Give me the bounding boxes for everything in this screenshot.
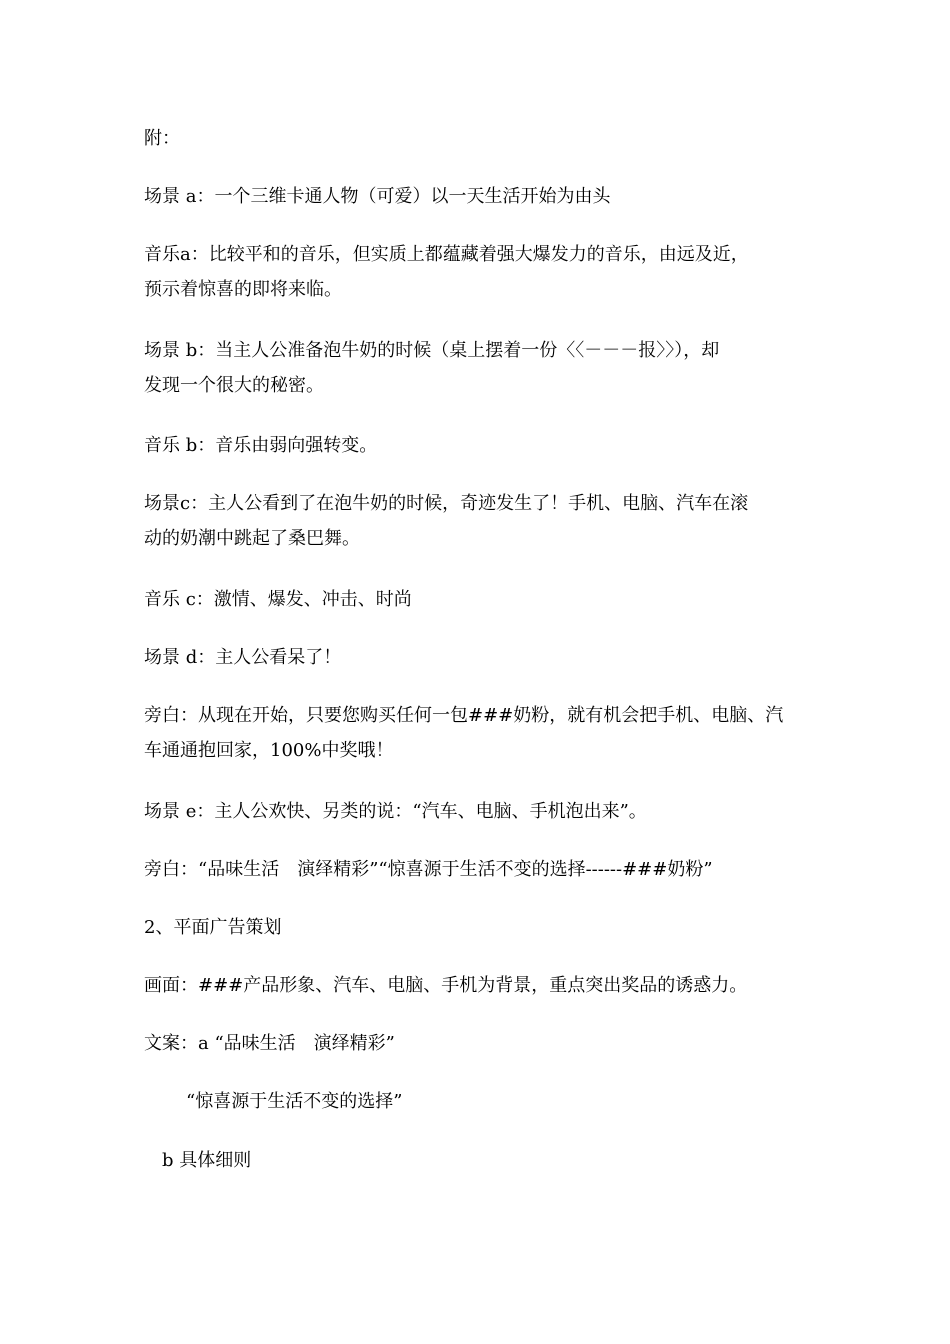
text-line: 场景 d：主人公看呆了！ (144, 647, 342, 668)
narration-2 (144, 852, 810, 887)
text-line: 场景 b：当主人公准备泡牛奶的时候（桌上摆着一份〈〈－－－报〉〉），却 (144, 340, 720, 361)
copy-a-slogan (186, 1084, 852, 1119)
scene-b (144, 333, 810, 403)
text-line: b 具体细则 (162, 1150, 252, 1171)
visual-description (144, 968, 810, 1003)
section-heading-print-ad (144, 910, 810, 945)
appendix-heading (144, 121, 810, 156)
text-line: “惊喜源于生活不变的选择” (186, 1091, 403, 1112)
text-line: 音乐 b：音乐由弱向强转变。 (144, 435, 378, 456)
music-c (144, 582, 810, 617)
text-line: 画面：###产品形象、汽车、电脑、手机为背景，重点突出奖品的诱惑力。 (144, 975, 748, 996)
text-line: 场景c：主人公看到了在泡牛奶的时候，奇迹发生了！手机、电脑、汽车在滚 (144, 493, 749, 514)
scene-e (144, 794, 810, 829)
text-line: 旁白：从现在开始，只要您购买任何一包###奶粉，就有机会把手机、电脑、汽 (144, 705, 784, 726)
text-line: 动的奶潮中跳起了桑巴舞。 (144, 528, 360, 549)
text-line: 预示着惊喜的即将来临。 (144, 279, 342, 300)
copy-a (144, 1026, 810, 1061)
text-line: 场景 e：主人公欢快、另类的说：“汽车、电脑、手机泡出来”。 (144, 801, 647, 822)
music-b (144, 428, 810, 463)
text-line: 文案：a “品味生活 演绎精彩” (144, 1033, 395, 1054)
text-line: 车通通抱回家，100%中奖哦！ (144, 740, 394, 761)
text-line: 场景 a：一个三维卡通人物（可爱）以一天生活开始为由头 (144, 186, 611, 207)
text-line: 音乐a：比较平和的音乐，但实质上都蕴藏着强大爆发力的音乐，由远及近， (144, 244, 749, 265)
text-line: 发现一个很大的秘密。 (144, 375, 324, 396)
copy-b (162, 1143, 828, 1178)
music-a (144, 237, 810, 307)
scene-a (144, 179, 810, 214)
text-line: 音乐 c：激情、爆发、冲击、时尚 (144, 589, 412, 610)
text-line: 附： (144, 128, 180, 149)
text-line: 2、平面广告策划 (144, 917, 282, 938)
narration-1 (144, 698, 810, 768)
scene-c (144, 486, 810, 556)
scene-d (144, 640, 810, 675)
text-line: 旁白：“品味生活 演绎精彩”“惊喜源于生活不变的选择------###奶粉” (144, 859, 713, 880)
